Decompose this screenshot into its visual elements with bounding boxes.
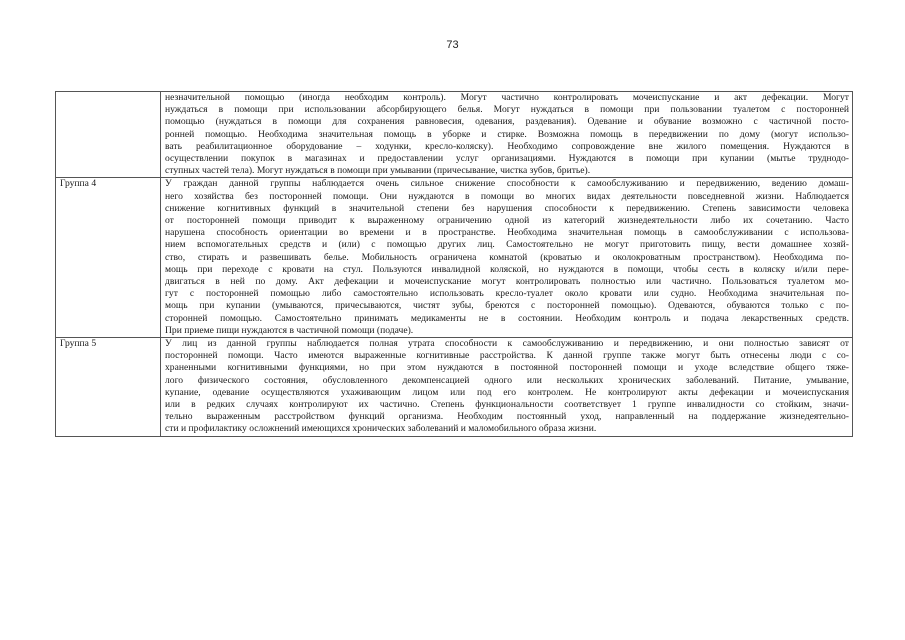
table-row (56, 178, 853, 338)
group-description-cell (161, 178, 853, 338)
description-line: него хозяйства без посторонней помощи. Они нуждаются в помощи во многих видах деятельности повседневной жизни. Наблюдается (165, 190, 849, 202)
group-description-cell (161, 338, 853, 437)
description-line: снижение когнитивных функций в значительной степени без нарушения способности к передвижению. Степень зависимости человека (165, 202, 849, 214)
description-line: нием вспомогательных средств и (или) с помощью других лиц. Самостоятельно не могут приготовить пищу, вести домашнее хозяй- (165, 239, 849, 251)
description-line: нарушена способность ориентации во времени и в пространстве. Необходима значительная помощь в самообслуживании с использова- (165, 227, 849, 239)
description-line: сти и профилактику осложнений имеющихся хронических заболеваний и маломобильного образа жизни. (165, 423, 597, 435)
description-line: мощь при переходе с кровати на стул. Пользуются инвалидной коляской, но нуждаются в помощи, чтобы сесть в коляску и/или пере- (165, 263, 849, 275)
description-line: тельно выраженным расстройством функций организма. Необходим постоянный уход, направленный на поддержание жизнедеятельно- (165, 411, 849, 423)
description-line: У граждан данной группы наблюдается очень сильное снижение способности к самообслуживанию и передвижению, ведению домаш- (165, 178, 849, 190)
group-label-cell (56, 92, 161, 178)
group-label-cell: Группа 5 (56, 338, 161, 437)
table-row (56, 92, 853, 178)
description-line: купание, одевание осуществляются ухаживающим лицом или под его контролем. Не контролируют акты дефекации и мочеиспускания (165, 386, 849, 398)
description-line: или в редких случаях контролируют их частично. Степень функциональности соответствует 1 группе инвалидности со стойким, значи- (165, 399, 849, 411)
description-line: двигаться в ней по дому. Акт дефекации и мочеиспускание могут контролировать полностью или частично. Пользоваться туалетом мо- (165, 276, 849, 288)
description-line: ступных частей тела). Могут нуждаться в помощи при умывании (причесывание, чистка зубов, бритье). (165, 165, 591, 177)
table-row (56, 338, 853, 437)
group-label-cell: Группа 4 (56, 178, 161, 338)
description-line: осуществлении покупок в магазинах и предоставлении услуг организациями. Нуждаются в помощи при купании (мытье труднодо- (165, 153, 849, 165)
description-line: мощь при купании (умываются, причесываются, чистят зубы, бреются с посторонней помощью). Одеваются, обуваются только с по- (165, 300, 849, 312)
description-line: лого физического состояния, обусловленного декомпенсацией одного или нескольких хронических заболеваний. Питание, умывание, (165, 374, 849, 386)
description-line: незначительной помощью (иногда необходим контроль). Могут частично контролировать мочеиспускание и акт дефекации. Могут (165, 92, 849, 103)
description-line: от посторонней помощи приводит к выраженному ограничению одной из категорий жизнедеятельности либо их сочетанию. Часто (165, 215, 849, 227)
care-groups-table (55, 91, 853, 437)
description-line: помощью (нуждаться в помощи для сохранения равновесия, одевания, раздевания). Одевание и обувание возможно с частичной посто- (165, 116, 849, 128)
description-line: сторонней помощью. Самостоятельно принимать медикаменты не в состоянии. Необходим контроль и подача лекарственных средств. (165, 312, 849, 324)
description-line: храненными когнитивными функциями, но при этом нуждаются в постоянной посторонней помощи и уходе вследствие общего тяже- (165, 362, 849, 374)
description-line: посторонней помощи. Часто имеются выраженные когнитивные расстройства. К данной группе также могут быть отнесены люди с со- (165, 350, 849, 362)
description-line: гут с посторонней помощью либо самостоятельно использовать кресло-туалет около кровати или судно. Необходима значительная по- (165, 288, 849, 300)
description-line: У лиц из данной группы наблюдается полная утрата способности к самообслуживанию и передвижению, и они полностью зависят от (165, 338, 849, 350)
description-line: ронней помощью. Необходима значительная помощь в уборке и стирке. Возможна помощь в передвижении по дому (могут использо- (165, 128, 849, 140)
group-description-cell (161, 92, 853, 178)
page-number: 73 (446, 39, 459, 51)
description-line: вать реабилитационное оборудование – ходунки, кресло-коляску). Необходимо сопровождение вне жилого помещения. Нуждаются в (165, 140, 849, 152)
description-line: ство, стирать и развешивать белье. Мобильность ограничена комнатой (кроватью и околокроватным пространством). Необходима по- (165, 251, 849, 263)
description-line: нуждаться в помощи при использовании абсорбирующего белья. Могут нуждаться в помощи при пользовании туалетом с посторонней (165, 104, 849, 116)
description-line: При приеме пищи нуждаются в частичной помощи (подаче). (165, 324, 414, 336)
